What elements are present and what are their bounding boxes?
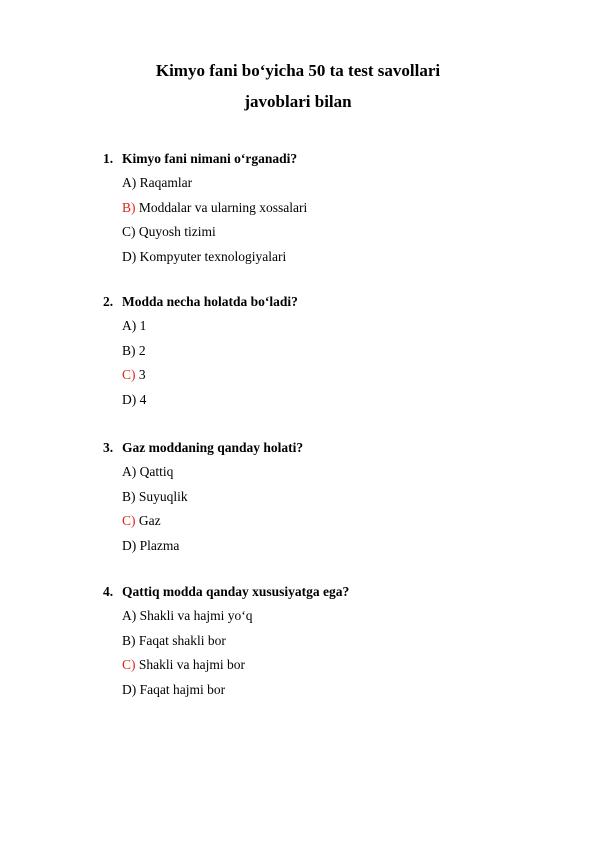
option-text: Faqat shakli bor (138, 632, 226, 648)
option-letter: D) (122, 681, 137, 697)
option-text: Plazma (139, 537, 180, 553)
question-heading (103, 584, 573, 608)
question-text: Gaz moddaning qanday holati? (122, 440, 304, 455)
option-letter: C) (122, 224, 136, 239)
question-number: 1. (103, 151, 114, 166)
option-c (122, 224, 573, 249)
option-text: 2 (138, 342, 146, 358)
option-letter: A) (122, 318, 137, 333)
question-text: Qattiq modda qanday xususiyatga ega? (122, 584, 350, 599)
option-d (122, 392, 573, 417)
option-text: Quyosh tizimi (138, 224, 216, 239)
option-c (122, 513, 573, 538)
question-heading (103, 440, 573, 464)
question-number: 4. (103, 584, 114, 599)
option-text: Moddalar va ularning xossalari (138, 199, 308, 215)
option-text: Qattiq (139, 464, 174, 479)
option-c (122, 367, 573, 392)
question-1 (103, 151, 573, 273)
option-letter-correct: B) (122, 199, 136, 215)
option-d (122, 682, 573, 707)
option-letter-correct: C) (122, 367, 136, 382)
question-text: Modda necha holatda bo‘ladi? (122, 294, 298, 309)
option-a (122, 608, 573, 633)
option-text: Faqat hajmi bor (139, 681, 226, 697)
option-text: Kompyuter texnologiyalari (139, 248, 287, 264)
option-letter: A) (122, 464, 137, 479)
option-text: Raqamlar (139, 175, 193, 190)
question-4 (103, 584, 573, 706)
question-text: Kimyo fani nimani o‘rganadi? (122, 151, 298, 166)
option-text: Suyuqlik (138, 488, 188, 504)
option-text: Gaz (138, 513, 161, 528)
question-3 (103, 440, 573, 562)
option-letter-correct: C) (122, 657, 136, 672)
option-letter: D) (122, 391, 137, 407)
option-text: Shakli va hajmi bor (138, 657, 245, 672)
option-c (122, 657, 573, 682)
option-letter: B) (122, 632, 136, 648)
question-heading (103, 294, 573, 318)
option-a (122, 464, 573, 489)
question-heading (103, 151, 573, 175)
option-letter: A) (122, 175, 137, 190)
question-number: 2. (103, 294, 114, 309)
option-d (122, 538, 573, 563)
option-letter-correct: C) (122, 513, 136, 528)
option-b (122, 343, 573, 368)
option-b (122, 489, 573, 514)
document-subtitle: javoblari bilan (244, 92, 352, 111)
option-a (122, 175, 573, 200)
option-d (122, 249, 573, 274)
question-number: 3. (103, 440, 114, 455)
option-text: Shakli va hajmi yo‘q (139, 608, 253, 623)
option-letter: A) (122, 608, 137, 623)
option-letter: B) (122, 342, 136, 358)
option-letter: D) (122, 537, 137, 553)
question-2 (103, 294, 573, 416)
option-letter: D) (122, 248, 137, 264)
option-text: 3 (138, 367, 146, 382)
option-text: 1 (139, 318, 147, 333)
option-a (122, 318, 573, 343)
option-b (122, 200, 573, 225)
option-b (122, 633, 573, 658)
option-letter: B) (122, 488, 136, 504)
document-title: Kimyo fani bo‘yicha 50 ta test savollari (155, 61, 441, 80)
option-text: 4 (139, 391, 147, 407)
